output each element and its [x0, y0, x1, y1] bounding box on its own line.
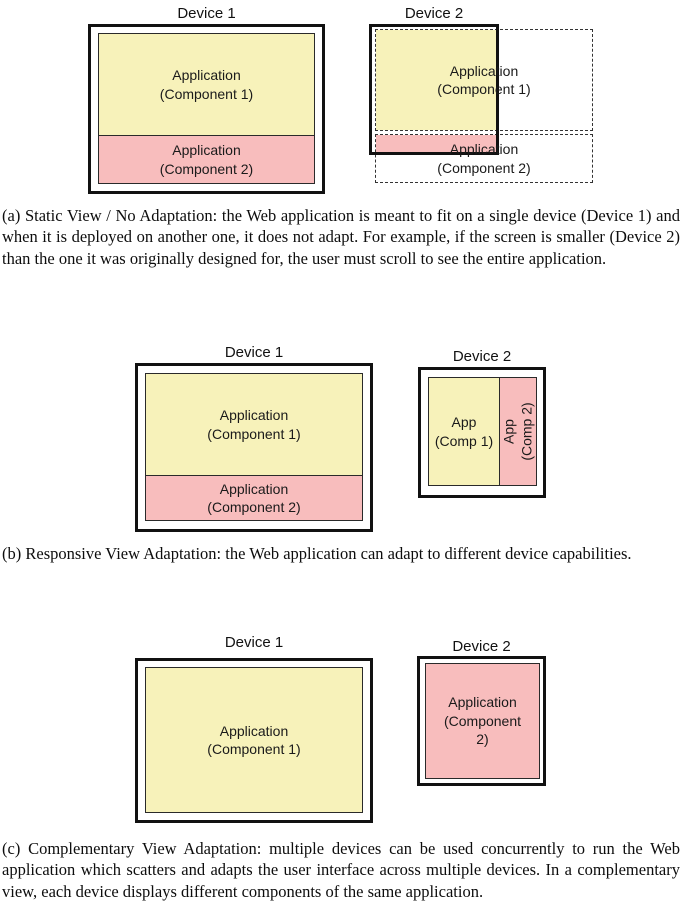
component-label-line: Application — [219, 722, 289, 739]
panel-b-device1-component1 — [145, 373, 363, 476]
component-label-line: (Component 1) — [207, 425, 301, 442]
panel-b-device1-component2 — [145, 475, 363, 521]
component-label-line: (Component — [443, 712, 522, 729]
panel-b-diagram — [0, 338, 682, 534]
caption-a: (a) Static View / No Adaptation: the Web application is meant to fit on a single device (Device 1) and when it is deployed on another one, it does not adapt. For example, if the screen is smaller (Device 2) than the one it was originally designed for, the user must scroll to see the entire application. — [2, 206, 680, 268]
component-label-line: Application — [449, 62, 519, 79]
panel-a-device2-component1-label — [375, 29, 593, 131]
component-label-line: (Component 2) — [207, 499, 301, 515]
panel-c-diagram — [0, 628, 682, 828]
panel-c-device2-title: Device 2 — [452, 638, 511, 655]
component-label-line: (Comp 2) — [518, 402, 535, 461]
component-label-line: (Comp 1) — [434, 432, 494, 449]
component-label-line: 2) — [476, 731, 489, 748]
component-label-line: Application — [219, 480, 289, 497]
component-label-line: Application — [448, 694, 517, 711]
panel-a-device1-component2 — [98, 135, 315, 184]
component-label-line: Application — [172, 67, 241, 84]
panel-a-device2-component2-label — [375, 134, 593, 183]
component-label-line: (Component 1) — [207, 741, 301, 757]
component-label-line: Application — [172, 142, 241, 159]
panel-a-device1-component1 — [98, 33, 315, 136]
panel-b-device2-title: Device 2 — [452, 348, 512, 365]
component-label-line: App — [451, 414, 477, 431]
panel-a-diagram — [0, 0, 682, 200]
panel-c-device2-component2 — [425, 663, 540, 779]
rotated-component-label — [501, 402, 536, 460]
panel-b-device1-title: Device 1 — [224, 344, 284, 361]
component-label-line: Application — [449, 141, 519, 158]
panel-b-device2-component1 — [428, 377, 500, 486]
component-label-line: (Component 2) — [437, 159, 531, 176]
panel-b-device2-component2 — [499, 377, 537, 486]
component-label-line: (Component 1) — [437, 81, 531, 97]
caption-c: (c) Complementary View Adaptation: multiple devices can be used concurrently to run the Web application which scatters and adapts the user interface across multiple devices. In a complementary view, each device displays different components of the same application. — [2, 839, 680, 901]
panel-a-device1-title: Device 1 — [177, 5, 236, 22]
caption-b: (b) Responsive View Adaptation: the Web application can adapt to different device capabilities. — [2, 544, 632, 563]
component-label-line: (Component 1) — [159, 85, 254, 102]
component-label-line: Application — [219, 407, 289, 424]
component-label-line: App — [500, 419, 517, 444]
panel-c-device1-title: Device 1 — [224, 634, 284, 651]
panel-c-device1-component1 — [145, 667, 363, 813]
component-label-line: (Component 2) — [159, 160, 254, 177]
panel-a-device2-title: Device 2 — [404, 5, 464, 22]
